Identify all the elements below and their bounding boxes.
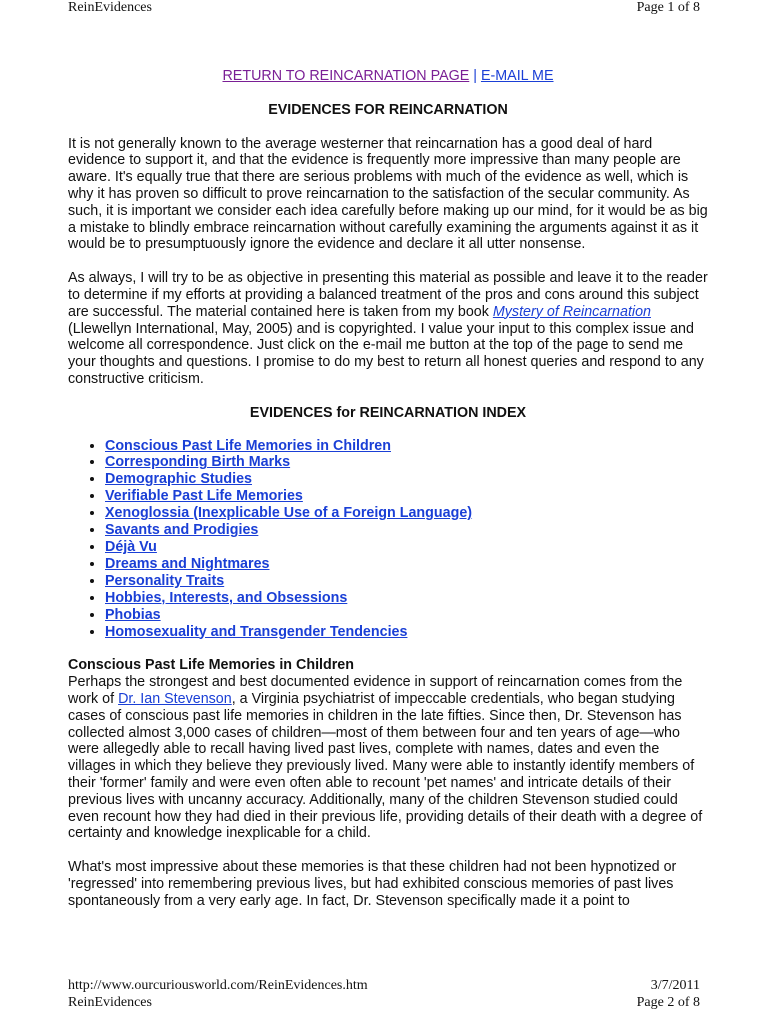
index-item xyxy=(105,590,708,607)
index-link-homosexuality[interactable]: Homosexuality and Transgender Tendencies xyxy=(105,623,408,640)
section-heading-conscious-memories: Conscious Past Life Memories in Children xyxy=(68,657,354,674)
footer-url: http://www.ourcuriousworld.com/ReinEvidences.htm xyxy=(68,978,368,993)
nav-separator: | xyxy=(473,68,477,84)
index-item xyxy=(105,505,708,522)
para2-text-before: As always, I will try to be as objective in presenting this material as possible and leave it to the reader to determine if my efforts at providing a balanced treatment of the pros and cons around this subject are successful. The material contained here is taken from my book xyxy=(68,270,708,320)
index-item xyxy=(105,556,708,573)
section1-text-after: , a Virginia psychiatrist of impeccable credentials, who began studying cases of conscious past life memories in children in the late fifties. Since then, Dr. Stevenson has collected almost 3,000 cases of children—most of them between four and ten years of age—who were allegedly able to recall having lived past lives, complete with names, dates and even the villages in which they believe they previously lived. Many were able to instantly identify members of their 'former' family and were even often able to recount 'pet names' and intricate details of their previous lives with uncanny accuracy. Additionally, many of the children Stevenson studied could even recount how they had died in their previous life, providing details of their death with a degree of certainty and knowledge inexplicable for a child. xyxy=(68,691,703,842)
index-link-demographic-studies[interactable]: Demographic Studies xyxy=(105,471,252,488)
index-link-personality[interactable]: Personality Traits xyxy=(105,572,225,589)
index-item xyxy=(105,573,708,590)
index-item xyxy=(105,454,708,471)
index-item xyxy=(105,471,708,488)
stevenson-paragraph xyxy=(68,674,708,842)
index-title: EVIDENCES for REINCARNATION INDEX xyxy=(249,404,527,421)
index-link-hobbies[interactable]: Hobbies, Interests, and Obsessions xyxy=(105,589,348,606)
nav-bar xyxy=(68,68,708,85)
header-page-number: Page 1 of 8 xyxy=(636,0,700,15)
index-link-conscious-memories[interactable]: Conscious Past Life Memories in Children xyxy=(105,437,391,454)
ian-stevenson-link[interactable]: Dr. Ian Stevenson xyxy=(118,691,232,708)
index-item xyxy=(105,522,708,539)
index-link-savants[interactable]: Savants and Prodigies xyxy=(105,522,259,539)
impressive-memories-paragraph: What's most impressive about these memories is that these children had not been hypnotized or 'regressed' into remembering previous lives, but had exhibited conscious memories of past lives spontaneously from a very early age. In fact, Dr. Stevenson specifically made it a point to xyxy=(68,859,677,909)
index-link-phobias[interactable]: Phobias xyxy=(105,606,161,623)
return-to-reincarnation-link[interactable]: RETURN TO REINCARNATION PAGE xyxy=(222,68,470,84)
header-title: ReinEvidences xyxy=(68,0,152,15)
document-body xyxy=(68,68,708,910)
index-link-xenoglossia[interactable]: Xenoglossia (Inexplicable Use of a Foreign Language) xyxy=(105,505,473,522)
index-link-birth-marks[interactable]: Corresponding Birth Marks xyxy=(105,454,291,471)
intro-paragraph: It is not generally known to the average westerner that reincarnation has a good deal of hard evidence to support it, and that the evidence is frequently more impressive than many people are aware. It's equally true that there are serious problems with much of the evidence as well, which is why it has proven so difficult to prove reincarnation to the satisfaction of the secular community. As such, it is important we consider each idea carefully before making up our mind, for it would be as big a mistake to blindly embrace reincarnation without carefully examining the arguments against it as it would be to presumptuously ignore the evidence and declare it all utter nonsense. xyxy=(68,135,708,253)
next-page-header-title: ReinEvidences xyxy=(68,995,152,1010)
index-link-dreams[interactable]: Dreams and Nightmares xyxy=(105,555,270,572)
objectivity-paragraph xyxy=(68,270,708,388)
index-link-verifiable-memories[interactable]: Verifiable Past Life Memories xyxy=(105,488,303,505)
para2-text-after: (Llewellyn International, May, 2005) and is copyrighted. I value your input to this complex issue and welcome all correspondence. Just click on the e-mail me button at the top of the page to send me your thoughts and questions. I promise to do my best to return all honest queries and respond to any constructive criticism. xyxy=(68,320,704,387)
index-item xyxy=(105,488,708,505)
email-me-link[interactable]: E-MAIL ME xyxy=(480,68,554,84)
index-item xyxy=(105,624,708,641)
index-item xyxy=(105,438,708,455)
index-link-deja-vu[interactable]: Déjà Vu xyxy=(105,538,157,555)
index-item xyxy=(105,607,708,624)
evidence-index-list xyxy=(68,438,708,641)
mystery-of-reincarnation-link[interactable]: Mystery of Reincarnation xyxy=(492,303,651,320)
index-item xyxy=(105,539,708,556)
page-title: EVIDENCES FOR REINCARNATION xyxy=(268,101,508,118)
footer-date: 3/7/2011 xyxy=(650,978,700,993)
section1-text-before: Perhaps the strongest and best documented evidence in support of reincarnation comes from the work of xyxy=(68,674,683,708)
next-page-number: Page 2 of 8 xyxy=(636,995,700,1010)
